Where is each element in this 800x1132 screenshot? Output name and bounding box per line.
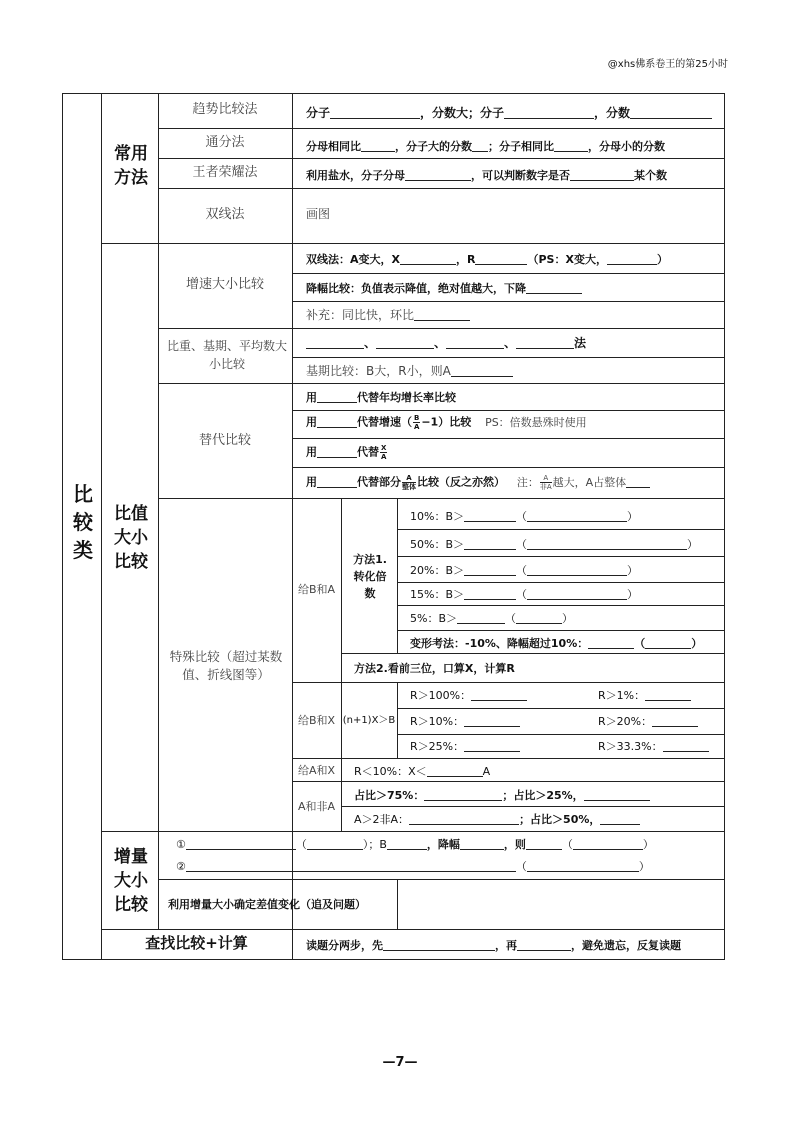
text: （: [516, 510, 527, 523]
bx-right: [598, 688, 691, 703]
text: 、: [364, 336, 377, 350]
text: （: [634, 637, 646, 650]
text: A: [482, 765, 491, 778]
blank: [464, 509, 516, 522]
text: 变形考法：-10%、降幅超过10%：: [410, 637, 589, 650]
blank: [424, 788, 502, 801]
m1-row: [410, 537, 698, 552]
share-line-1: [306, 336, 586, 350]
text: （: [505, 612, 516, 625]
text: （: [516, 538, 527, 551]
watermark: @xhs佛系卷王的第25小时: [607, 59, 728, 70]
bx-right: [598, 739, 709, 754]
growth-line-2: [306, 281, 582, 296]
text: ）: [627, 510, 638, 523]
numerator: A: [540, 474, 552, 483]
m1-row: [410, 611, 573, 626]
text: ）: [627, 588, 638, 601]
text: R＜10%：X＜: [354, 765, 427, 778]
method-name: 趋势比较法: [192, 102, 258, 117]
text: （: [515, 860, 527, 873]
blank: [472, 139, 488, 152]
category-label: 比较类: [73, 482, 93, 562]
blank: [607, 252, 657, 265]
blank: [526, 281, 582, 294]
text: ①: [176, 838, 186, 851]
text: 双线法：A变大，X: [306, 253, 400, 266]
blank: [383, 938, 495, 951]
trend-method-text: [306, 106, 712, 120]
fraction: [413, 414, 420, 431]
blank: [330, 106, 420, 119]
text: 用: [306, 391, 317, 404]
blank: [600, 812, 640, 825]
text: 占比＞75%：: [354, 789, 425, 802]
denominator: A: [413, 423, 420, 431]
n1x-label: (n+1)X＞B: [342, 715, 396, 726]
blank: [645, 688, 691, 701]
blank: [516, 336, 574, 349]
blank: [573, 837, 643, 850]
m1-row: [410, 509, 638, 524]
give-a-x: 给A和X: [297, 764, 336, 777]
blank: [446, 336, 504, 349]
text: −1: [421, 415, 439, 429]
share-line-2: [306, 364, 513, 378]
blank: [405, 168, 471, 181]
blank: [464, 714, 520, 727]
text: ；占比＞25%，: [502, 789, 584, 802]
m1-row: [410, 563, 638, 578]
text: 、: [504, 336, 517, 350]
subst-line-4: [306, 474, 650, 491]
give-b-a: 给B和A: [297, 583, 336, 596]
subst-line-3: [306, 444, 388, 461]
blank: [317, 475, 357, 488]
text: 50%：B＞: [410, 538, 464, 551]
common-denominator-text: [306, 139, 665, 154]
text: 20%：B＞: [410, 564, 464, 577]
text: （: [516, 564, 527, 577]
blank: [626, 475, 650, 488]
method-name: 双线法: [205, 207, 245, 222]
blank: [517, 938, 571, 951]
blank: [464, 739, 520, 752]
text: 用: [306, 445, 317, 459]
ratio-title: 比值大小比较: [114, 504, 148, 572]
page-number: —7—: [382, 1055, 418, 1070]
growth-line-1: [306, 252, 668, 267]
text: ；分子相同比: [488, 140, 554, 153]
text: 用: [306, 415, 317, 429]
share-name: 比重、基期、平均数大小比较: [166, 339, 287, 371]
increment-row-1: [176, 837, 654, 852]
deform-row: [410, 636, 702, 651]
blank: [306, 336, 364, 349]
text: 补充：同比快，环比: [306, 308, 415, 322]
denominator: 整体: [402, 483, 416, 491]
text: ）: [562, 612, 573, 625]
text: ，R: [456, 253, 476, 266]
text: 越大，A占整体: [552, 475, 627, 489]
text: ，降幅: [426, 838, 460, 851]
blank: [317, 415, 357, 428]
text: 10%：B＞: [410, 510, 464, 523]
numerator: A: [402, 474, 416, 483]
ax-row: [354, 764, 490, 779]
blank: [527, 509, 627, 522]
blank: [645, 636, 691, 649]
growth-line-3: [306, 308, 470, 322]
blank: [588, 636, 634, 649]
text: 法: [574, 336, 587, 350]
text: 利用盐水，分子分母: [306, 169, 405, 182]
note: [517, 476, 650, 489]
text: ）: [687, 538, 698, 551]
blank: [516, 611, 562, 624]
text: 用: [306, 475, 317, 489]
text: 、: [434, 336, 447, 350]
note: PS：倍数悬殊时使用: [485, 415, 587, 429]
bx-left: [410, 739, 520, 754]
blank: [663, 739, 709, 752]
give-b-x: 给B和X: [297, 714, 336, 727]
blank: [427, 764, 483, 777]
m1-row: [410, 587, 638, 602]
blank: [376, 336, 434, 349]
text: 代替增速（: [357, 415, 412, 429]
bx-left: [410, 688, 527, 703]
a-non-a: A和非A: [297, 800, 336, 813]
blank: [554, 139, 588, 152]
numerator: B: [414, 414, 420, 422]
text: （: [295, 838, 307, 851]
double-line-text: 画图: [306, 207, 331, 221]
method-name: 通分法: [205, 135, 245, 150]
blank: [504, 106, 594, 119]
blank: [317, 445, 357, 458]
blank: [414, 308, 470, 321]
text: 比较（反之亦然）: [417, 475, 505, 489]
text: ，避免遗忘，反复读题: [571, 939, 681, 952]
method-name: 王者荣耀法: [192, 165, 258, 180]
blank: [630, 106, 712, 119]
text: ）: [627, 564, 638, 577]
text: R＞25%：: [410, 740, 465, 753]
fraction: [380, 444, 387, 461]
text: A＞2非A：: [354, 813, 410, 826]
text: ）；B: [362, 838, 387, 851]
blank: [307, 837, 363, 850]
text: 分母相同比: [306, 140, 361, 153]
blank: [471, 688, 527, 701]
blank: [527, 587, 627, 600]
text: 基期比较：B大，R小，则A: [306, 364, 451, 378]
text: （PS：X变大，: [527, 253, 607, 266]
fraction: [402, 474, 416, 491]
text: 注：: [516, 475, 539, 489]
text: 代替年均增长率比较: [357, 391, 456, 404]
common-methods-title: 常用方法: [114, 144, 148, 188]
text: ）比较: [438, 415, 472, 429]
growth-name: 增速大小比较: [185, 277, 264, 292]
text: 降幅比较：负值表示降值，绝对值越大，下降: [306, 282, 526, 295]
blank: [361, 139, 395, 152]
text: （: [516, 588, 527, 601]
blank: [527, 563, 627, 576]
blank: [464, 587, 516, 600]
text: 分子: [306, 106, 331, 120]
text: 读题分两步，先: [306, 939, 383, 952]
text: ）: [691, 637, 703, 650]
blank: [464, 563, 516, 576]
text: ）: [642, 838, 654, 851]
blank: [460, 837, 504, 850]
blank: [400, 252, 456, 265]
bx-right: [598, 714, 698, 729]
denominator: 非A: [539, 483, 552, 491]
increment-title: 增量大小比较: [114, 847, 148, 915]
lookup-title: 查找比较+计算: [145, 934, 248, 952]
denominator: A: [380, 453, 387, 461]
king-method-text: [306, 168, 667, 183]
text: 某个数: [634, 169, 667, 182]
text: R＞1%：: [598, 689, 646, 702]
blank: [457, 611, 505, 624]
text: ，分数: [594, 106, 631, 120]
text: 5%：B＞: [410, 612, 457, 625]
lookup-text: [306, 938, 681, 953]
text: R＞33.3%：: [598, 740, 663, 753]
text: ，再: [495, 939, 517, 952]
blank: [317, 390, 357, 403]
method1-label: 方法1.转化倍数: [353, 553, 387, 600]
text: R＞20%：: [598, 715, 653, 728]
blank: [387, 837, 427, 850]
subst-name: 替代比较: [198, 433, 251, 448]
blank: [464, 537, 516, 550]
blank: [527, 859, 639, 872]
text: ，分数大；分子: [420, 106, 505, 120]
method2-label: 方法2.看前三位，口算X，计算R: [354, 662, 515, 675]
an-row-2: [354, 812, 640, 827]
text: ）: [638, 860, 650, 873]
increment-row-3: 利用增量大小确定差值变化（追及问题）: [168, 898, 366, 911]
numerator: X: [381, 444, 387, 452]
special-name: 特殊比较（超过某数值、折线图等）: [169, 649, 283, 682]
text: R＞100%：: [410, 689, 472, 702]
text: ）: [656, 253, 668, 266]
blank: [652, 714, 698, 727]
text: ；占比＞50%，: [519, 813, 601, 826]
blank: [526, 837, 562, 850]
text: R＞10%：: [410, 715, 465, 728]
fraction: [540, 474, 552, 491]
text: （: [561, 838, 573, 851]
text: ，可以判断数字是否: [471, 169, 570, 182]
an-row-1: [354, 788, 650, 803]
blank: [584, 788, 650, 801]
blank: [409, 812, 519, 825]
bx-left: [410, 714, 520, 729]
text: ②: [176, 860, 186, 873]
blank: [527, 537, 687, 550]
blank: [186, 837, 296, 850]
blank: [570, 168, 634, 181]
subst-line-1: [306, 390, 456, 405]
text: 代替: [357, 445, 379, 459]
text: ，分子大的分数: [395, 140, 472, 153]
text: 代替部分: [357, 475, 401, 489]
subst-line-2: [306, 414, 587, 431]
blank: [186, 859, 516, 872]
text: 15%：B＞: [410, 588, 464, 601]
text: ，则: [503, 838, 526, 851]
blank: [475, 252, 527, 265]
increment-row-2: [176, 859, 650, 874]
blank: [451, 364, 513, 377]
text: ，分母小的分数: [588, 140, 665, 153]
